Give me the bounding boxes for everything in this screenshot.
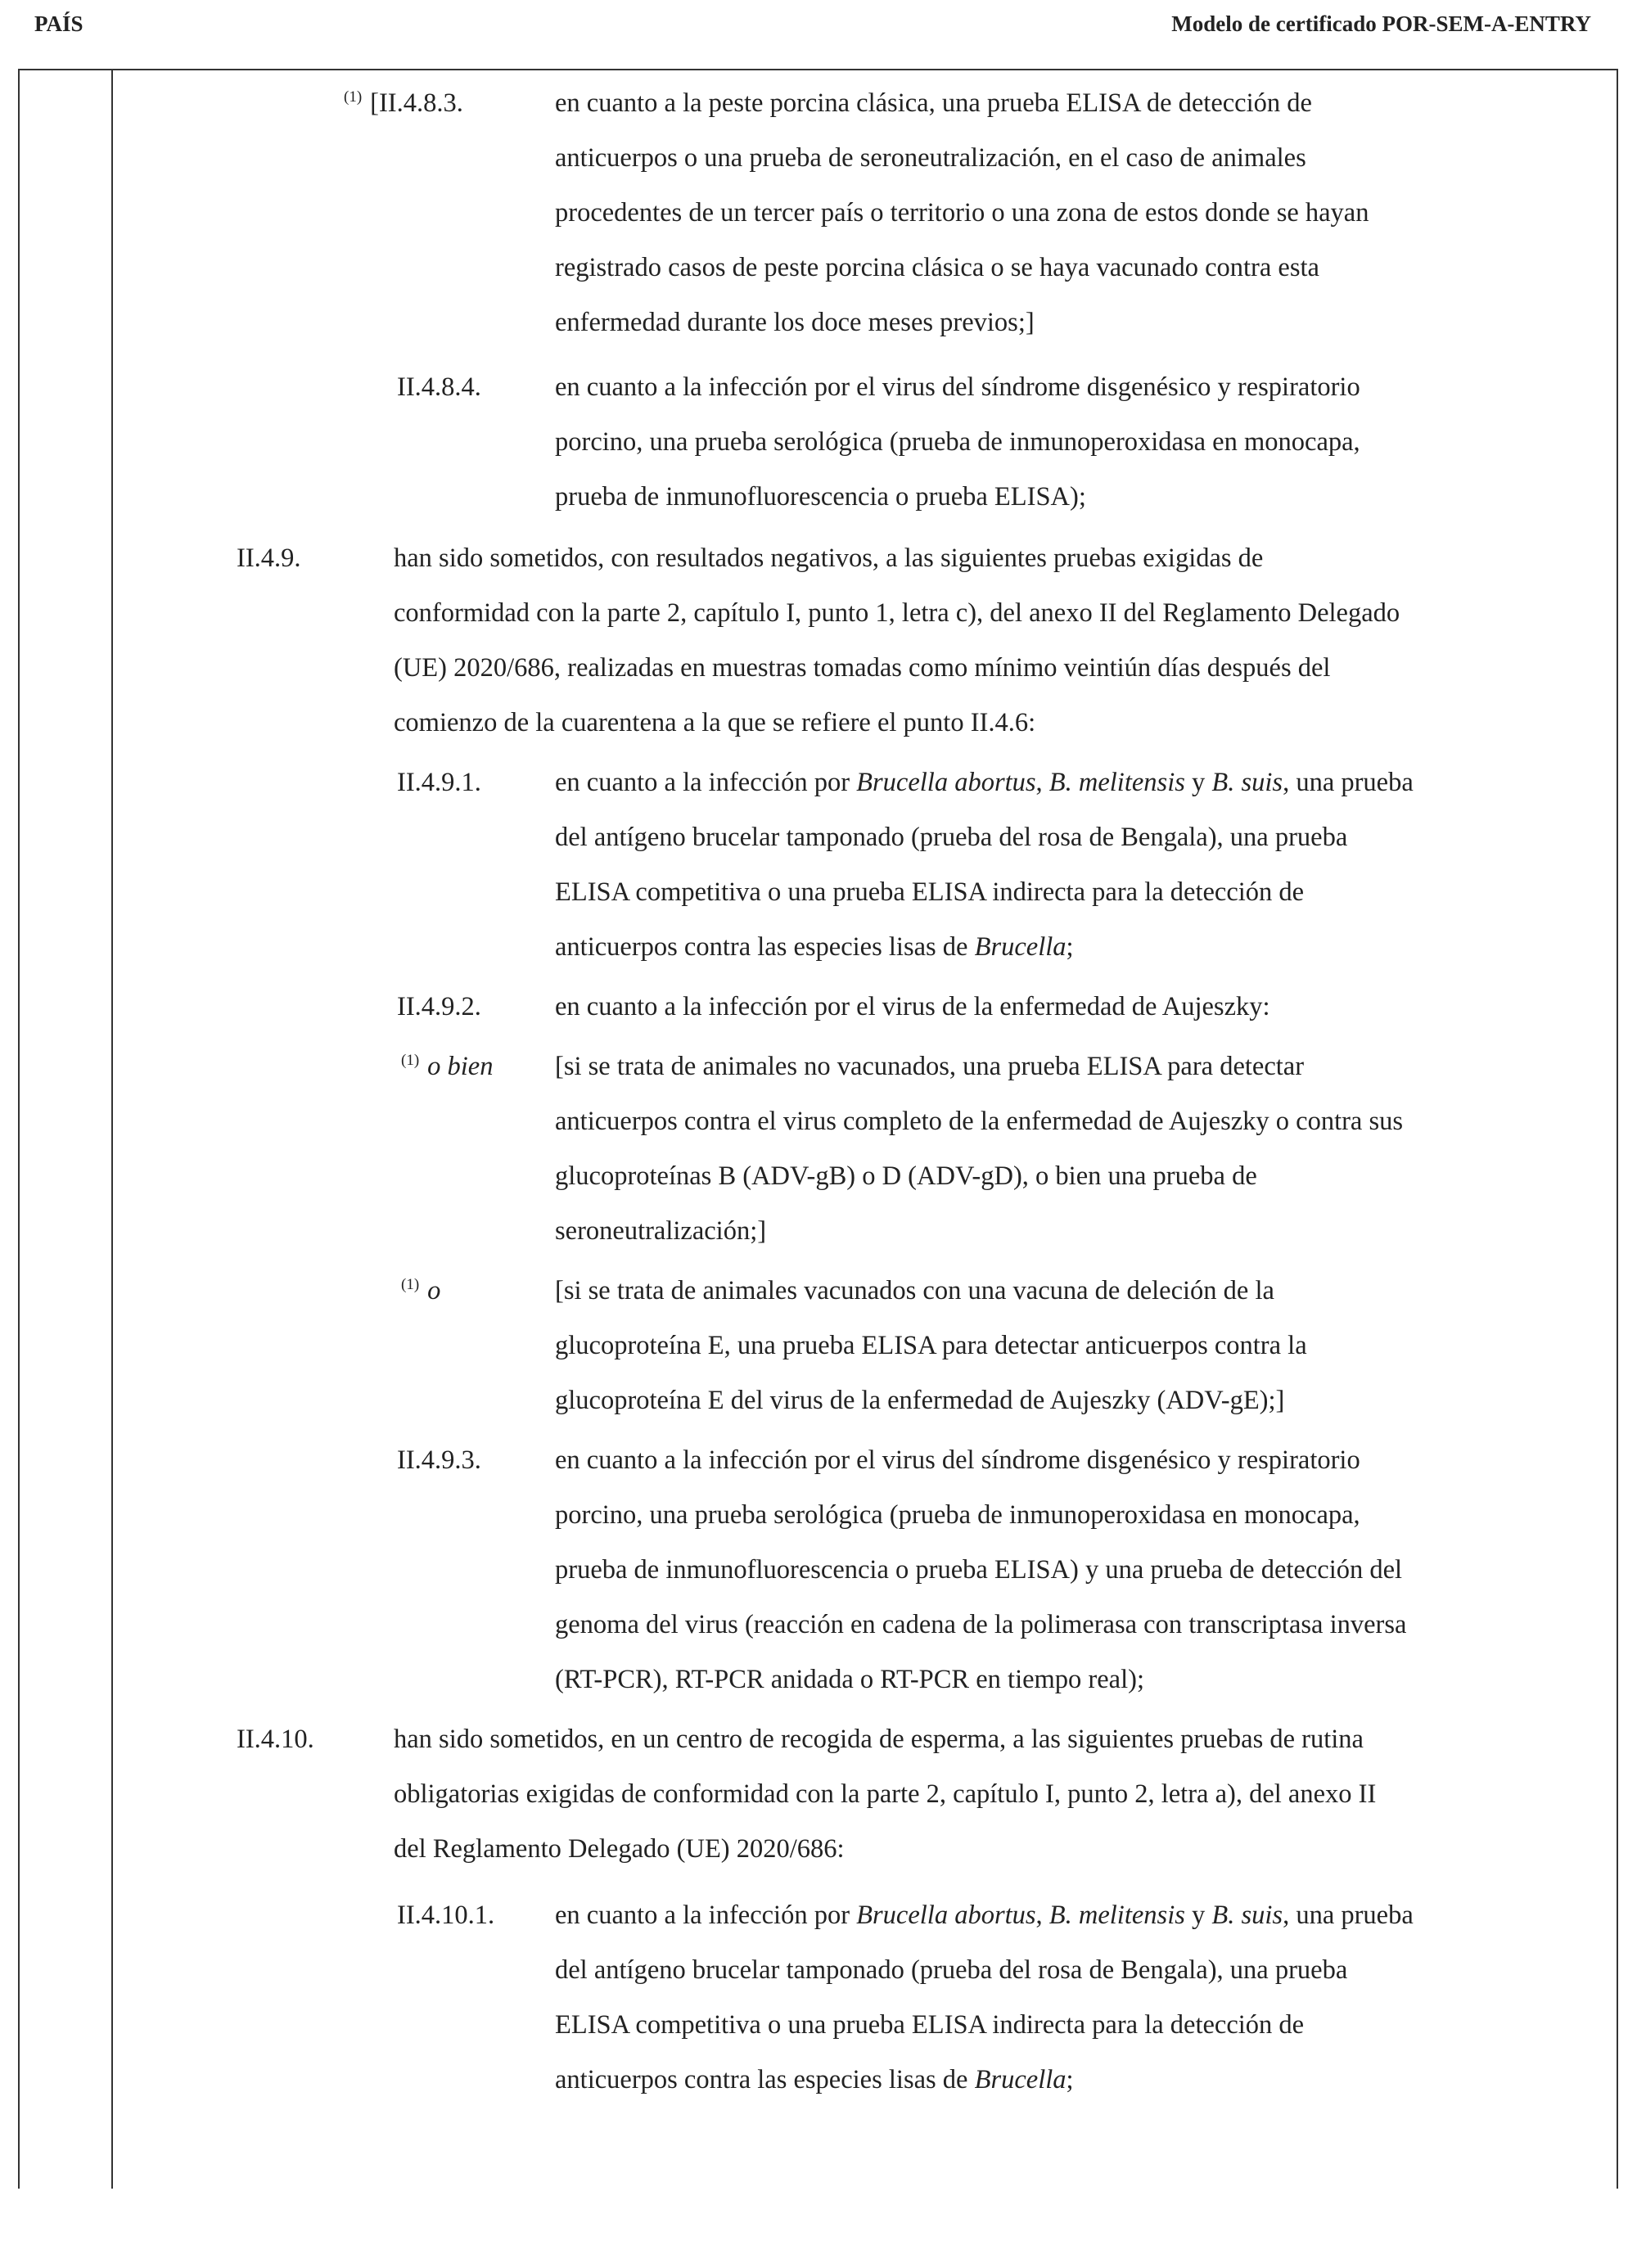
text-line: han sido sometidos, con resultados negativos, a las siguientes pruebas exigidas de — [394, 543, 1264, 573]
text-line: prueba de inmunofluorescencia o prueba ELISA) y una prueba de detección del — [555, 1555, 1403, 1585]
text-line: del antígeno brucelar tamponado (prueba del rosa de Bengala), una prueba — [555, 823, 1348, 852]
text-line: glucoproteína E, una prueba ELISA para detectar anticuerpos contra la — [555, 1331, 1307, 1360]
text-line: conformidad con la parte 2, capítulo I, punto 1, letra c), del anexo II del Reglamento Delegado — [394, 598, 1400, 628]
text-line: ELISA competitiva o una prueba ELISA indirecta para la detección de — [555, 877, 1305, 907]
item-label: II.4.10. — [237, 1725, 314, 1754]
text-line: enfermedad durante los doce meses previos;] — [555, 308, 1035, 337]
item-label: II.4.9.2. — [397, 992, 481, 1021]
table-right-border — [1617, 69, 1618, 2189]
option-label: $^{(1)}$ o — [401, 1276, 441, 1305]
header-model: Modelo de certificado POR-SEM-A-ENTRY — [1171, 11, 1591, 36]
item-label: II.4.8.4. — [397, 372, 481, 402]
text-line: anticuerpos o una prueba de seroneutralización, en el caso de animales — [555, 143, 1306, 173]
text-line: en cuanto a la infección por Brucella abortus, B. melitensis y B. suis, una prueba — [555, 1901, 1414, 1930]
text-line: registrado casos de peste porcina clásica o se haya vacunado contra esta — [555, 253, 1319, 282]
item-label: $^{(1)}$ [II.4.8.3. — [344, 88, 463, 118]
text-line: en cuanto a la infección por el virus del síndrome disgenésico y respiratorio — [555, 372, 1360, 402]
table-column-divider — [111, 69, 113, 2189]
text-line: (RT-PCR), RT-PCR anidada o RT-PCR en tiempo real); — [555, 1665, 1144, 1694]
text-line: porcino, una prueba serológica (prueba de inmunoperoxidasa en monocapa, — [555, 427, 1360, 457]
header-country: PAÍS — [34, 11, 83, 36]
text-line: procedentes de un tercer país o territorio o una zona de estos donde se hayan — [555, 198, 1369, 228]
text-line: genoma del virus (reacción en cadena de la polimerasa con transcriptasa inversa — [555, 1610, 1407, 1639]
text-line: han sido sometidos, en un centro de recogida de esperma, a las siguientes pruebas de rutina — [394, 1725, 1364, 1754]
text-line: en cuanto a la infección por el virus de la enfermedad de Aujeszky: — [555, 992, 1270, 1021]
text-line: [si se trata de animales vacunados con una vacuna de deleción de la — [555, 1276, 1274, 1305]
text-line: anticuerpos contra el virus completo de la enfermedad de Aujeszky o contra sus — [555, 1107, 1404, 1136]
text-line: del Reglamento Delegado (UE) 2020/686: — [394, 1834, 845, 1864]
option-label: $^{(1)}$ o bien — [401, 1052, 494, 1081]
text-line: [si se trata de animales no vacunados, una prueba ELISA para detectar — [555, 1052, 1305, 1081]
text-line: obligatorias exigidas de conformidad con la parte 2, capítulo I, punto 2, letra a), del anexo II — [394, 1779, 1377, 1809]
item-label: II.4.10.1. — [397, 1901, 495, 1930]
text-line: ELISA competitiva o una prueba ELISA indirecta para la detección de — [555, 2010, 1305, 2040]
text-line: seroneutralización;] — [555, 1216, 767, 1246]
table-left-border — [18, 69, 20, 2189]
text-line: en cuanto a la peste porcina clásica, una prueba ELISA de detección de — [555, 88, 1312, 118]
text-line: en cuanto a la infección por Brucella abortus, B. melitensis y B. suis, una prueba — [555, 768, 1414, 797]
text-line: (UE) 2020/686, realizadas en muestras tomadas como mínimo veintiún días después del — [394, 653, 1331, 683]
text-line: porcino, una prueba serológica (prueba de inmunoperoxidasa en monocapa, — [555, 1500, 1360, 1530]
text-line: glucoproteínas B (ADV-gB) o D (ADV-gD), o bien una prueba de — [555, 1161, 1257, 1191]
table-top-border — [18, 69, 1618, 70]
item-label: II.4.9.1. — [397, 768, 481, 797]
text-line: en cuanto a la infección por el virus del síndrome disgenésico y respiratorio — [555, 1445, 1360, 1475]
text-line: comienzo de la cuarentena a la que se refiere el punto II.4.6: — [394, 708, 1036, 737]
item-label: II.4.9.3. — [397, 1445, 481, 1475]
text-line: anticuerpos contra las especies lisas de Brucella; — [555, 2065, 1074, 2094]
text-line: prueba de inmunofluorescencia o prueba ELISA); — [555, 482, 1086, 512]
item-label: II.4.9. — [237, 543, 301, 573]
text-line: anticuerpos contra las especies lisas de Brucella; — [555, 932, 1074, 962]
text-line: glucoproteína E del virus de la enfermedad de Aujeszky (ADV-gE);] — [555, 1386, 1285, 1415]
text-line: del antígeno brucelar tamponado (prueba del rosa de Bengala), una prueba — [555, 1955, 1348, 1985]
